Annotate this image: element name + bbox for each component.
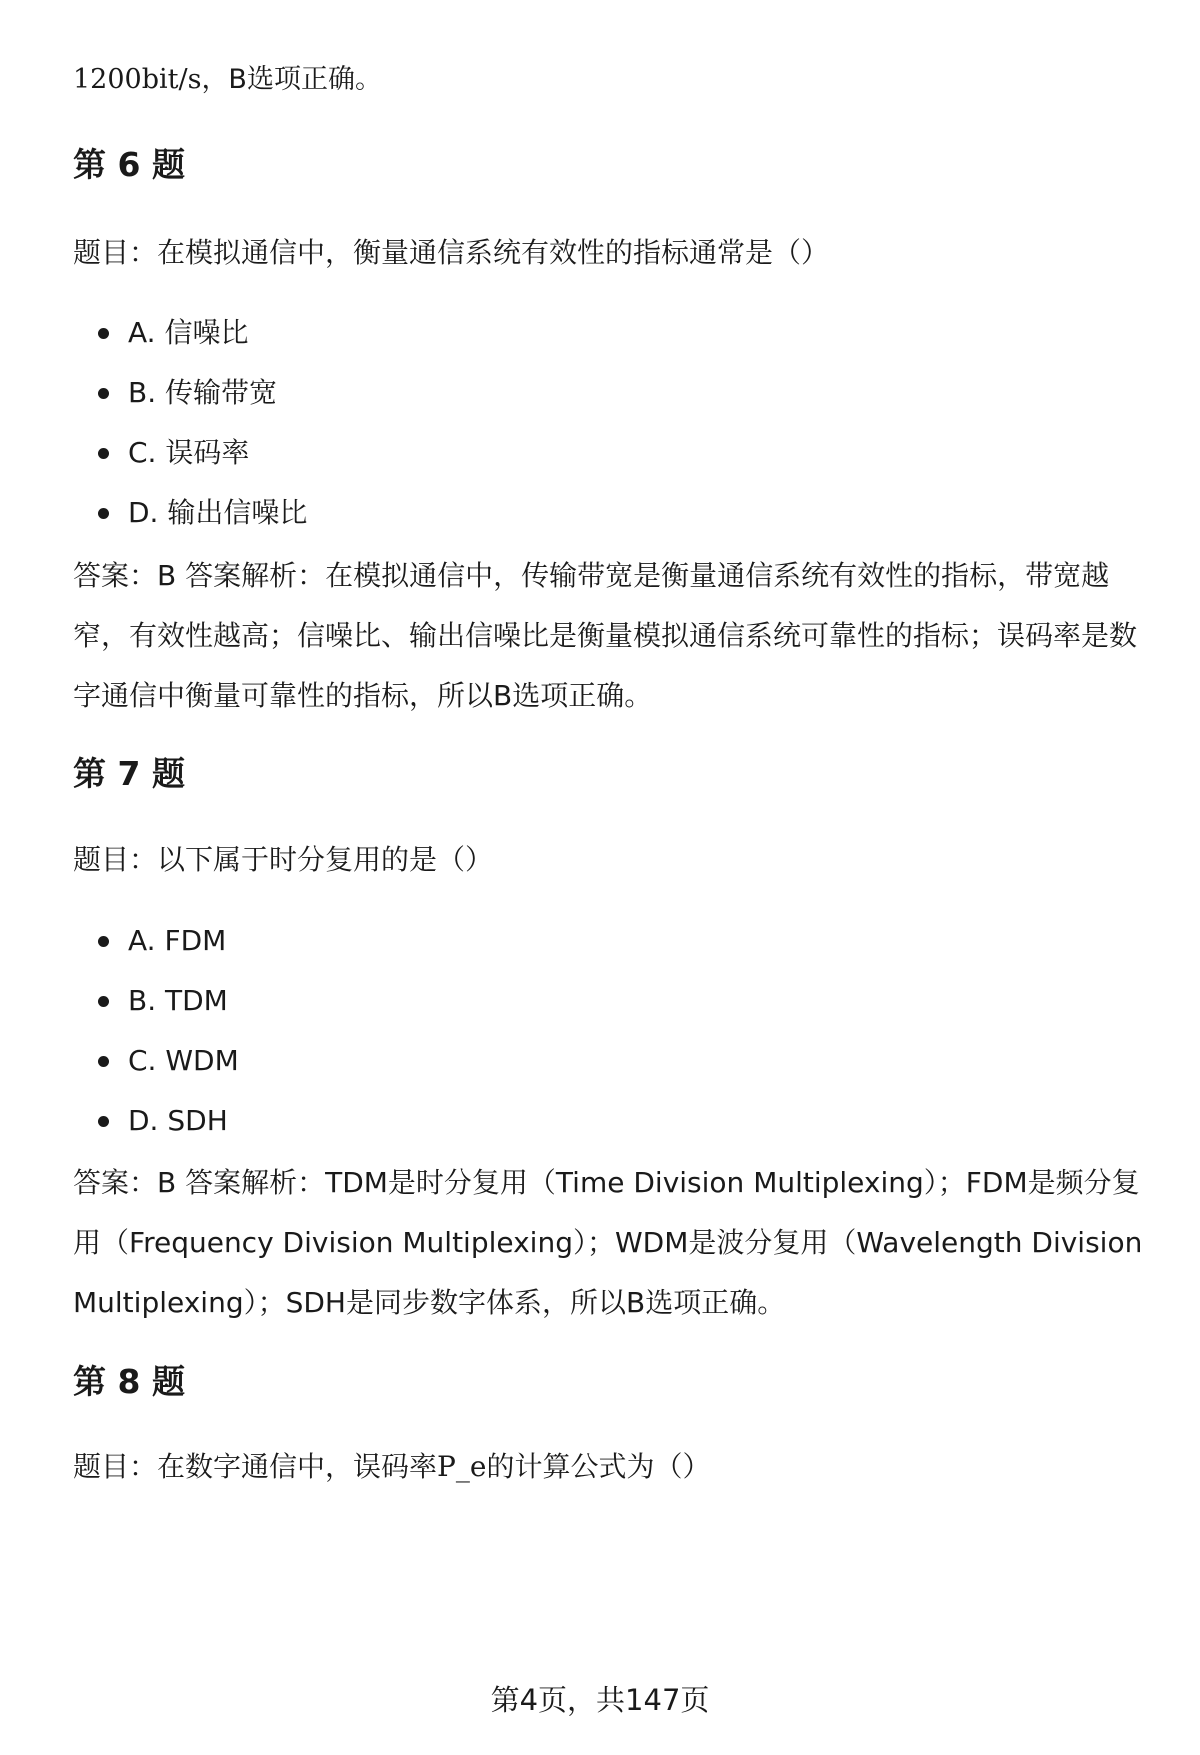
- question-6-option-a: A. 信噪比: [73, 313, 307, 373]
- question-6-options: [73, 313, 307, 553]
- carry-over-text: [73, 60, 382, 100]
- question-6-text: 题目：在模拟通信中，衡量通信系统有效性的指标通常是（）: [73, 236, 830, 269]
- question-6-option-b: B. 传输带宽: [73, 373, 307, 433]
- question-6-option-d: D. 输出信噪比: [73, 493, 307, 553]
- carry-over-math: 1200bit/s: [73, 64, 202, 95]
- carry-over-rest: ，B选项正确。: [201, 64, 382, 95]
- question-8-formula-symbol: P_e: [437, 1450, 487, 1483]
- question-8-text-suffix: 的计算公式为（）: [486, 1450, 711, 1483]
- question-6-heading: 第 6 题: [73, 145, 185, 184]
- question-6-answer: 答案：B 答案解析：在模拟通信中，传输带宽是衡量通信系统有效性的指标，带宽越窄，有效性越高；信噪比、输出信噪比是衡量模拟通信系统可靠性的指标；误码率是数字通信中衡量可靠性的指标，所以B选项正确。: [73, 559, 1138, 712]
- question-7-answer: 答案：B 答案解析：TDM是时分复用（Time Division Multiplexing）；FDM是频分复用（Frequency Division Multiplexing）；WDM是波分复用（Wavelength Division Multiplexing）；SDH是同步数字体系，所以B选项正确。: [73, 1166, 1143, 1319]
- question-7-option-b: B. TDM: [73, 981, 239, 1041]
- question-7-text: 题目：以下属于时分复用的是（）: [73, 843, 494, 876]
- question-7-options: [73, 921, 239, 1161]
- question-7-heading: 第 7 题: [73, 754, 185, 793]
- page-footer: 第4页，共147页: [490, 1683, 710, 1717]
- question-7-option-c: C. WDM: [73, 1041, 239, 1101]
- question-6-option-c: C. 误码率: [73, 433, 307, 493]
- question-7-option-d: D. SDH: [73, 1101, 239, 1161]
- question-7-option-a: A. FDM: [73, 921, 239, 981]
- question-8-heading: 第 8 题: [73, 1362, 185, 1401]
- question-8-text: [73, 1447, 710, 1487]
- question-8-text-prefix: 题目：在数字通信中，误码率: [73, 1450, 438, 1483]
